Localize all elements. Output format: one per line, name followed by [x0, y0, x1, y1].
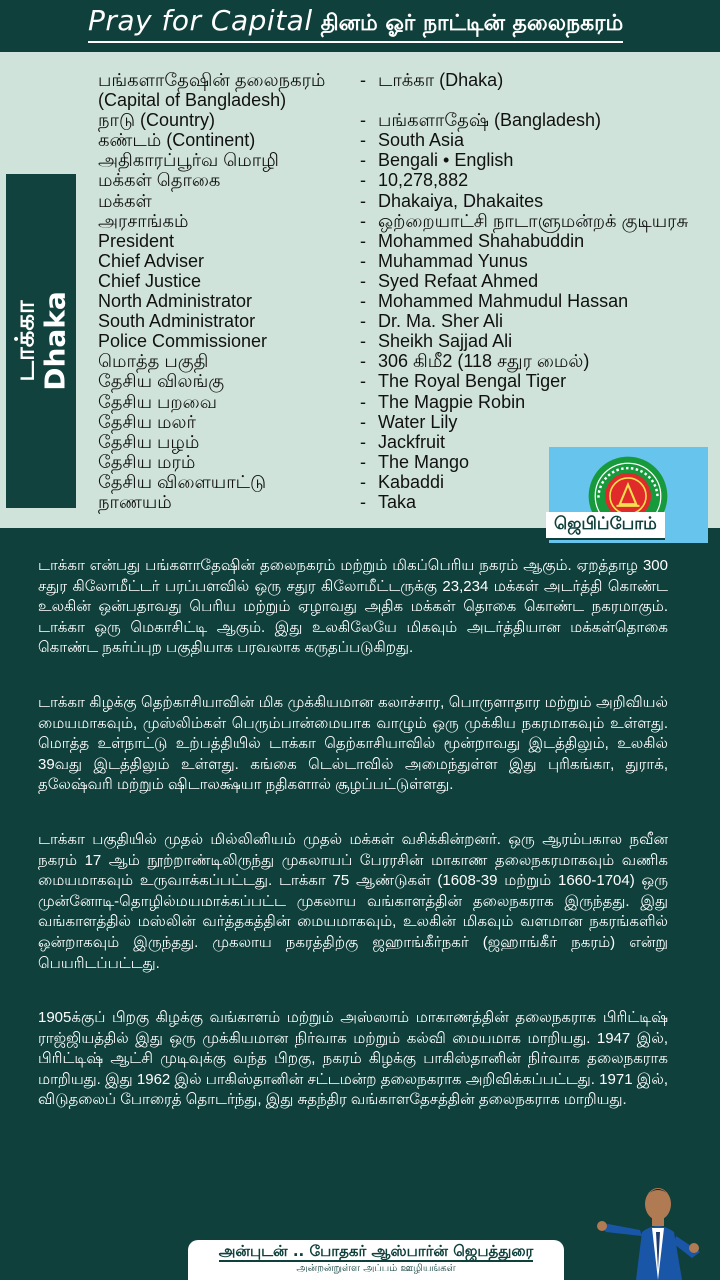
article-paragraph-1: டாக்கா என்பது பங்களாதேஷின் தலைநகரம் மற்றும் மிகப்பெரிய நகரம் ஆகும். ஏறத்தாழ 300 சதுர கிலோமீட்டர் பரப்பளவில் ஒரு சதுர கிலோமீட்டருக்கு 23,234 மக்கள் அடர்த்தி கொண்ட உலகின் ஒன்பதாவது பெரிய மற்றும் ஏழாவது அதிக மக்கள் தொகை கொண்ட நகரமாகும். டாக்கா ஒரு மெகாசிட்டி ஆகும். இது உலகிலேயே மிகவும் அடர்த்தியான மக்கள்தொகை கொண்ட நகர்ப்புற பகுதியாக பரவலாக கருதப்படுகிறது.	[38, 557, 668, 657]
fact-separator: -	[360, 270, 366, 291]
article-paragraph-4: 1905க்குப் பிறகு கிழக்கு வங்காளம் மற்றும் அஸ்ஸாம் மாகாணத்தின் தலைநகராக பிரிட்டிஷ் ராஜ்ஜியத்தில் இது ஒரு முக்கியமான நிர்வாக மற்றும் கல்வி மையமாக மாறியது. 1947 இல், பிரிட்டிஷ் ஆட்சி முடிவுக்கு வந்த பிறகு, நகரம் கிழக்கு பாகிஸ்தானின் நிர்வாக தலைநகராக மாறியது. இது 1962 இல் பாகிஸ்தானின் சட்டமன்ற தலைநகராக அறிவிக்கப்பட்டது. 1971 இல், விடுதலைப் போரைத் தொடர்ந்து, இது சுதந்திர வங்காளதேசத்தின் தலைநகராக மாறியது.	[38, 1009, 668, 1109]
fact-value: Jackfruit	[378, 431, 446, 452]
fact-value: The Magpie Robin	[378, 391, 526, 412]
fact-row	[98, 90, 708, 110]
fact-separator: -	[360, 451, 366, 472]
fact-value: டாக்கா (Dhaka)	[378, 70, 504, 90]
pray-label: ஜெபிப்போம்	[546, 512, 665, 540]
fact-separator: -	[360, 150, 366, 171]
city-name-english: Dhaka	[37, 291, 71, 391]
fact-value: ஒற்றையாட்சி நாடாளுமன்றக் குடியரசு	[378, 210, 689, 231]
fact-value: 10,278,882	[378, 170, 469, 191]
fact-label: அதிகாரப்பூர்வ மொழி	[98, 150, 279, 171]
fact-row	[98, 211, 708, 231]
fact-row	[98, 472, 708, 492]
fact-row	[98, 150, 708, 170]
fact-row	[98, 251, 708, 271]
city-name-vertical	[11, 291, 70, 391]
fact-label: பங்களாதேஷின் தலைநகரம்	[98, 70, 326, 90]
fact-separator: -	[360, 471, 366, 492]
fact-value	[378, 90, 708, 110]
fact-row	[98, 331, 708, 351]
title-tamil: தினம் ஓர் நாட்டின் தலைநகரம்	[320, 11, 624, 36]
pastor-photo-icon	[596, 1170, 720, 1280]
fact-row	[98, 271, 708, 291]
fact-row	[98, 191, 708, 211]
fact-value: பங்களாதேஷ் (Bangladesh)	[378, 110, 602, 131]
fact-separator: -	[360, 331, 366, 352]
article-paragraph-3: டாக்கா பகுதியில் முதல் மில்லினியம் முதல் மக்கள் வசிக்கின்றனர். ஒரு ஆரம்பகால நவீன நகரம் 17 ஆம் நூற்றாண்டிலிருந்து முகலாயப் பேரரசின் மாகாண தலைநகரமாகவும் வணிக மையமாகவும் உருவாக்கப்பட்டது. டாக்கா 75 ஆண்டுகள் (1608-39 மற்றும் 1660-1704) ஒரு முன்னோடி-தொழில்மயமாக்கப்பட்ட முகலாய வங்காளத்தின் தலைநகராக இருந்தது. இது வங்காளத்தில் மஸ்லின் வர்த்தகத்தின் மையமாகவும், உலகின் மிகவும் வளமான நகரங்களில் ஒன்றாகவும் இருந்தது. முகலாய நகரத்திற்கு ஜஹாங்கீர்நகர் (ஜஹாங்கீர் நகரம்) என்று பெயரிடப்பட்டது.	[38, 830, 668, 972]
fact-label: கண்டம் (Continent)	[98, 130, 256, 151]
fact-separator: -	[360, 70, 366, 90]
footer-ministry: அன்றன்றுள்ள அப்பம் ஊழியங்கள்	[296, 1263, 456, 1274]
fact-label: தேசிய பழம்	[98, 431, 200, 452]
fact-separator: -	[360, 210, 366, 231]
fact-value: Kabaddi	[378, 471, 445, 492]
fact-label: தேசிய பறவை	[98, 391, 217, 412]
fact-row	[98, 452, 708, 472]
fact-row	[98, 371, 708, 391]
page-title	[88, 4, 623, 43]
capital-facts-list	[98, 70, 708, 512]
fact-label: மொத்த பகுதி	[98, 351, 209, 372]
fact-separator: -	[360, 250, 366, 271]
city-name-tab	[6, 174, 76, 508]
fact-row	[98, 231, 708, 251]
fact-row	[98, 170, 708, 190]
fact-row	[98, 291, 708, 311]
fact-row	[98, 392, 708, 412]
fact-value: Sheikh Sajjad Ali	[378, 331, 513, 352]
article-paragraph-2: டாக்கா கிழக்கு தெற்காசியாவின் மிக முக்கியமான கலாச்சார, பொருளாதார மற்றும் அறிவியல் மையமாகவும், முஸ்லிம்கள் பெரும்பான்மையாக வாழும் ஒரு முக்கிய நகரமாகவும் உள்ளது. மொத்த உள்நாட்டு உற்பத்தியில் டாக்கா தெற்காசியாவில் மூன்றாவது இடத்திலும், உலகில் 39வது இடத்திலும் உள்ளது. கங்கை டெல்டாவில் அமைந்துள்ள இது புரிகங்கா, துராக், தலேஷ்வரி மற்றும் ஷிடாலக்ஷ்யா நதிகளால் சூழப்பட்டுள்ளது.	[38, 693, 668, 794]
fact-label: மக்கள் தொகை	[98, 170, 221, 191]
fact-value: The Mango	[378, 451, 470, 472]
fact-separator: -	[360, 371, 366, 392]
fact-row	[98, 492, 708, 512]
fact-label: தேசிய விளையாட்டு	[98, 471, 267, 492]
fact-separator: -	[360, 110, 366, 131]
fact-value: South Asia	[378, 130, 465, 151]
fact-value: The Royal Bengal Tiger	[378, 371, 567, 392]
fact-separator: -	[360, 291, 366, 312]
footer-author: அன்புடன் .. போதகர் ஆஸ்பார்ன் ஜெபத்துரை	[218, 1242, 534, 1260]
fact-separator: -	[360, 491, 366, 512]
fact-label: நாணயம்	[98, 491, 172, 512]
fact-value: Dr. Ma. Sher Ali	[378, 311, 504, 332]
fact-separator: -	[360, 230, 366, 251]
fact-row	[98, 311, 708, 331]
fact-label: அரசாங்கம்	[98, 210, 189, 231]
fact-separator: -	[360, 311, 366, 332]
fact-label: Police Commissioner	[98, 331, 268, 352]
fact-row	[98, 70, 708, 90]
title-english: Pray for Capital	[88, 4, 313, 37]
fact-label: President	[98, 230, 175, 251]
fact-separator: -	[360, 190, 366, 211]
fact-separator: -	[360, 130, 366, 151]
fact-label: மக்கள்	[98, 190, 152, 211]
article-body	[38, 556, 668, 1145]
fact-separator: -	[360, 431, 366, 452]
fact-label: South Administrator	[98, 311, 256, 332]
fact-separator: -	[360, 351, 366, 372]
fact-separator: -	[360, 411, 366, 432]
fact-value: Dhakaiya, Dhakaites	[378, 190, 544, 211]
fact-label: நாடு (Country)	[98, 110, 216, 131]
fact-value: Taka	[378, 491, 417, 512]
fact-row	[98, 130, 708, 150]
fact-label: North Administrator	[98, 291, 253, 312]
footer-credit	[188, 1240, 564, 1280]
fact-value: 306 கிமீ2 (118 சதுர மைல்)	[378, 351, 590, 372]
fact-value: Mohammed Mahmudul Hassan	[378, 291, 629, 312]
fact-value: Syed Refaat Ahmed	[378, 270, 539, 291]
fact-value: Mohammed Shahabuddin	[378, 230, 585, 251]
fact-label: Chief Justice	[98, 270, 202, 291]
fact-value: Muhammad Yunus	[378, 250, 528, 271]
fact-value: Water Lily	[378, 411, 458, 432]
fact-separator	[360, 90, 378, 110]
fact-label: Chief Adviser	[98, 250, 205, 271]
city-name-tamil: டாக்கா	[10, 300, 41, 382]
fact-separator: -	[360, 391, 366, 412]
fact-row	[98, 412, 708, 432]
fact-label: தேசிய மரம்	[98, 451, 196, 472]
fact-row	[98, 432, 708, 452]
header-bar	[0, 0, 720, 52]
fact-label: (Capital of Bangladesh)	[98, 90, 287, 111]
fact-label: தேசிய விலங்கு	[98, 371, 225, 392]
fact-row	[98, 110, 708, 130]
fact-separator: -	[360, 170, 366, 191]
fact-label: தேசிய மலர்	[98, 411, 196, 432]
fact-row	[98, 351, 708, 371]
fact-value: Bengali • English	[378, 150, 514, 171]
